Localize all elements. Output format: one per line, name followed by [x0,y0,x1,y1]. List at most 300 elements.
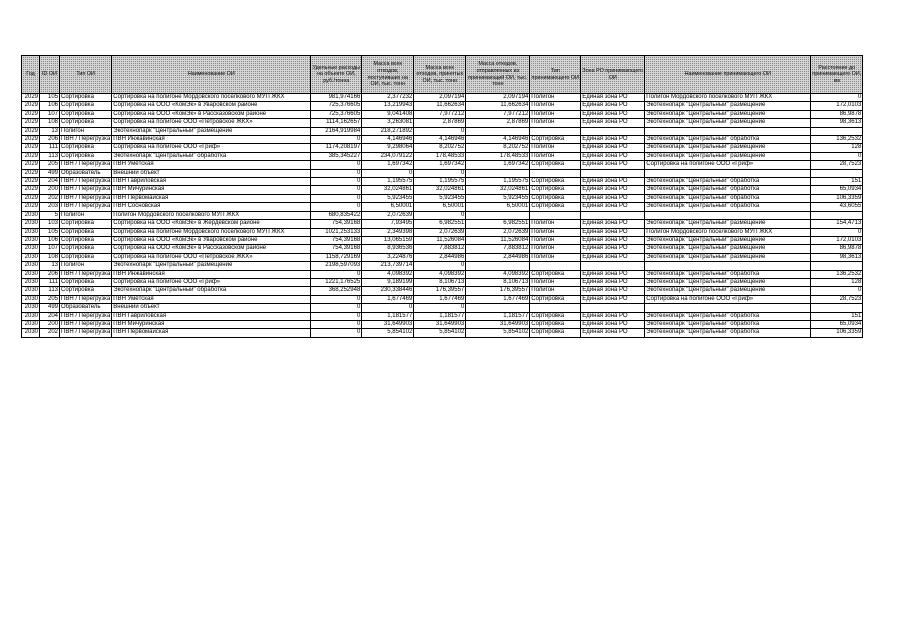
cell-distance: 86,9878 [811,110,863,118]
table-row [22,329,863,337]
cell-unit-cost: 0 [311,203,362,211]
cell-receiver-type: Полигон [530,220,581,228]
cell-receiver-name: Экотехнопарк "Центральный" размещение [645,152,811,160]
cell-receiver-name: Экотехнопарк "Центральный" размещение [645,144,811,152]
table-row [22,211,863,219]
cell-distance: 128 [811,278,863,286]
cell-year: 2030 [22,304,40,312]
cell-receiver-type [530,169,581,177]
cell-mass-sent: 1,195575 [466,178,530,186]
cell-mass-accepted: 176,39557 [414,287,466,295]
table-row [22,245,863,253]
cell-mass-accepted: 5,854102 [414,329,466,337]
cell-receiver-zone [581,127,645,135]
cell-distance: 28,7523 [811,295,863,303]
cell-year: 2029 [22,94,40,102]
cell-year: 2029 [22,136,40,144]
cell-year: 2029 [22,119,40,127]
cell-distance: 151 [811,312,863,320]
col-header-mass-accepted: Масса всех отходов, принятых ОИ, тыс. тонн [414,56,466,94]
cell-id: 107 [40,245,60,253]
cell-type: Сортировка [60,228,112,236]
cell-receiver-type: Полигон [530,228,581,236]
cell-mass-accepted: 6,982551 [414,220,466,228]
col-header-receiver-type: Тип принимающего ОИ [530,56,581,94]
cell-unit-cost: 0 [311,329,362,337]
cell-name: Полигон Мордовского поселкового МУП ЖКХ [112,211,311,219]
cell-year: 2030 [22,329,40,337]
cell-mass-sent [466,304,530,312]
cell-mass-sent: 7,977212 [466,110,530,118]
cell-receiver-zone: Единая зона РО [581,178,645,186]
cell-id: 205 [40,295,60,303]
cell-receiver-type: Полигон [530,110,581,118]
table-row [22,278,863,286]
cell-type: Сортировка [60,287,112,295]
cell-mass-sent: 2,87869 [466,119,530,127]
cell-unit-cost: 0 [311,295,362,303]
cell-receiver-type: Полигон [530,119,581,127]
cell-mass-sent: 2,844986 [466,253,530,261]
cell-distance: 151 [811,178,863,186]
cell-name: Сортировка на ООО «КомЭк» в Уваровском районе [112,102,311,110]
cell-mass-sent: 11,526084 [466,236,530,244]
cell-mass-sent: 178,48533 [466,152,530,160]
table-row [22,320,863,328]
col-header-mass-sent: Масса отходов, отправленных из принимающий ОИ, тыс. тонн [466,56,530,94]
cell-receiver-type: Полигон [530,253,581,261]
cell-receiver-name: Экотехнопарк "Центральный" обработка [645,329,811,337]
cell-receiver-zone: Единая зона РО [581,228,645,236]
cell-unit-cost: 754,39168 [311,245,362,253]
cell-year: 2029 [22,127,40,135]
cell-name: ПВН Инжавинская [112,270,311,278]
cell-id: 13 [40,127,60,135]
cell-type: Сортировка [60,102,112,110]
cell-mass-received: 1,181577 [362,312,414,320]
cell-distance [811,304,863,312]
cell-mass-received: 213,739714 [362,262,414,270]
cell-receiver-type [530,211,581,219]
cell-receiver-type: Сортировка [530,320,581,328]
cell-unit-cost: 0 [311,304,362,312]
cell-distance: 154,4713 [811,220,863,228]
cell-distance: 172,0103 [811,236,863,244]
cell-mass-received: 1,195575 [362,178,414,186]
cell-mass-accepted: 0 [414,127,466,135]
cell-receiver-type: Сортировка [530,136,581,144]
cell-mass-received: 13,219943 [362,102,414,110]
cell-mass-received: 9,298064 [362,144,414,152]
cell-receiver-type [530,262,581,270]
cell-distance: 98,3613 [811,253,863,261]
table-row [22,186,863,194]
cell-mass-received: 230,338446 [362,287,414,295]
cell-mass-accepted: 0 [414,169,466,177]
cell-mass-accepted: 178,48533 [414,152,466,160]
table-row [22,220,863,228]
cell-type: Сортировка [60,236,112,244]
cell-distance: 28,7523 [811,161,863,169]
cell-mass-received: 2,072639 [362,211,414,219]
cell-year: 2030 [22,245,40,253]
cell-distance: 65,0934 [811,186,863,194]
cell-receiver-name: Экотехнопарк "Центральный" обработка [645,270,811,278]
cell-receiver-type: Полигон [530,152,581,160]
col-header-id: ID ОИ [40,56,60,94]
cell-receiver-name: Полигон Мордовского поселкового МУП ЖКХ [645,94,811,102]
cell-year: 2030 [22,312,40,320]
cell-receiver-type: Полигон [530,94,581,102]
cell-unit-cost: 1174,208197 [311,144,362,152]
cell-name: ПВН Умётская [112,161,311,169]
cell-id: 200 [40,186,60,194]
cell-mass-sent [466,211,530,219]
cell-mass-sent: 6,50001 [466,203,530,211]
cell-year: 2030 [22,295,40,303]
cell-unit-cost: 0 [311,161,362,169]
cell-mass-received: 0 [362,304,414,312]
cell-type: Сортировка [60,94,112,102]
cell-receiver-type: Полигон [530,287,581,295]
cell-id: 5 [40,211,60,219]
cell-mass-sent: 31,649903 [466,320,530,328]
cell-distance: 0 [811,287,863,295]
cell-receiver-name: Экотехнопарк "Центральный" размещение [645,287,811,295]
cell-id: 202 [40,329,60,337]
cell-mass-received: 234,079122 [362,152,414,160]
cell-mass-sent: 2,072639 [466,228,530,236]
cell-mass-accepted: 7,977212 [414,110,466,118]
cell-name: Экотехнопарк "Центральный" обработка [112,152,311,160]
cell-id: 13 [40,262,60,270]
cell-receiver-zone: Единая зона РО [581,236,645,244]
cell-name: Сортировка на полигоне ООО «Петровское ЖКХ» [112,119,311,127]
cell-receiver-name [645,169,811,177]
cell-type: Образователь [60,304,112,312]
cell-mass-sent: 6,982551 [466,220,530,228]
cell-mass-sent: 1,181577 [466,312,530,320]
cell-receiver-zone: Единая зона РО [581,144,645,152]
cell-mass-sent: 1,697342 [466,161,530,169]
cell-unit-cost: 725,376605 [311,102,362,110]
cell-distance: 65,0934 [811,320,863,328]
cell-mass-accepted: 2,072639 [414,228,466,236]
cell-mass-received: 218,271892 [362,127,414,135]
cell-receiver-zone: Единая зона РО [581,136,645,144]
cell-receiver-zone [581,262,645,270]
cell-type: ПВН / Перегрузка [61,194,111,201]
cell-receiver-zone: Единая зона РО [581,119,645,127]
cell-receiver-type [530,127,581,135]
cell-name: ПВН Гавриловская [112,312,311,320]
cell-mass-received: 5,923455 [362,194,414,202]
table-row [22,144,863,152]
table-row [22,161,863,169]
cell-receiver-name: Экотехнопарк "Центральный" обработка [645,178,811,186]
cell-receiver-name [645,211,811,219]
cell-mass-received: 9,189199 [362,278,414,286]
cell-year: 2030 [22,220,40,228]
cell-mass-received: 9,041408 [362,110,414,118]
cell-unit-cost: 385,345227 [311,152,362,160]
cell-mass-accepted: 0 [414,304,466,312]
cell-mass-sent: 11,662634 [466,102,530,110]
table-row [22,169,863,177]
cell-name: ПВН Первомайская [112,194,311,202]
cell-id: 106 [40,236,60,244]
table-row [22,203,863,211]
cell-mass-accepted: 1,677469 [414,295,466,303]
cell-mass-sent: 8,202752 [466,144,530,152]
cell-year: 2029 [22,178,40,186]
cell-mass-received: 1,677469 [362,295,414,303]
cell-type: ПВН / Перегрузка [61,178,111,185]
cell-receiver-name: Сортировка на полигоне ООО «Гриф» [645,295,811,303]
cell-mass-sent: 8,106713 [466,278,530,286]
cell-id: 107 [40,110,60,118]
cell-unit-cost: 0 [311,312,362,320]
cell-type: Образователь [60,169,112,177]
cell-name: Сортировка на полигоне Мордовского поселкового МУП ЖКХ [112,94,311,102]
cell-name: Сортировка на полигоне ООО «Гриф» [112,144,311,152]
cell-receiver-name: Полигон Мордовского поселкового МУП ЖКХ [645,228,811,236]
cell-id: 204 [40,312,60,320]
cell-receiver-type: Сортировка [530,194,581,202]
cell-mass-received: 6,50001 [362,203,414,211]
cell-name: ПВН Инжавинская [112,136,311,144]
cell-receiver-name: Экотехнопарк "Центральный" размещение [645,110,811,118]
cell-distance [811,262,863,270]
cell-receiver-zone: Единая зона РО [581,94,645,102]
cell-distance: 106,3359 [811,194,863,202]
col-header-mass-received: Масса всех отходов, поступивших на ОИ, тыс. тонн [362,56,414,94]
cell-mass-received: 2,377232 [362,94,414,102]
cell-year: 2030 [22,320,40,328]
cell-distance: 0 [811,152,863,160]
cell-unit-cost: 1114,162657 [311,119,362,127]
cell-name: Сортировка на ООО «КомЭк» в Рассказовском районе [112,245,311,253]
cell-mass-received: 13,065159 [362,236,414,244]
cell-mass-received: 2,349398 [362,228,414,236]
cell-year: 2029 [22,169,40,177]
cell-unit-cost: 0 [311,270,362,278]
cell-receiver-type: Сортировка [530,312,581,320]
col-header-receiver-zone: Зона РО принимающего ОИ [581,56,645,94]
cell-receiver-zone: Единая зона РО [581,102,645,110]
cell-type: Сортировка [60,253,112,261]
cell-name: Сортировка на ООО «КомЭк» в Уваровском районе [112,236,311,244]
cell-name: Сортировка на ООО «КомЭк» в Рассказовском районе [112,110,311,118]
cell-receiver-type: Сортировка [530,203,581,211]
cell-receiver-type: Полигон [530,236,581,244]
cell-year: 2029 [22,102,40,110]
cell-receiver-zone: Единая зона РО [581,203,645,211]
cell-name: ПВН Гавриловская [112,178,311,186]
cell-distance: 0 [811,228,863,236]
cell-unit-cost: 754,39168 [311,220,362,228]
cell-year: 2029 [22,161,40,169]
cell-unit-cost: 1158,729169 [311,253,362,261]
cell-mass-accepted: 11,526084 [414,236,466,244]
cell-receiver-type: Полигон [530,245,581,253]
cell-receiver-name: Экотехнопарк "Центральный" обработка [645,320,811,328]
cell-year: 2030 [22,270,40,278]
cell-mass-accepted: 1,181577 [414,312,466,320]
cell-name: Экотехнопарк "Центральный" размещение [112,127,311,135]
cell-mass-accepted: 1,697342 [414,161,466,169]
cell-receiver-zone: Единая зона РО [581,295,645,303]
cell-receiver-zone: Единая зона РО [581,186,645,194]
cell-type: ПВН / Перегрузка [61,329,111,336]
cell-distance: 106,3359 [811,329,863,337]
cell-year: 2029 [22,110,40,118]
cell-mass-accepted: 1,195575 [414,178,466,186]
cell-receiver-name: Экотехнопарк "Центральный" обработка [645,136,811,144]
cell-receiver-type: Полигон [530,102,581,110]
cell-type: Полигон [60,211,112,219]
cell-id: 206 [40,136,60,144]
cell-mass-accepted: 2,844986 [414,253,466,261]
cell-type: Сортировка [60,278,112,286]
cell-distance: 136,2532 [811,136,863,144]
cell-distance: 86,9878 [811,245,863,253]
cell-year: 2029 [22,194,40,202]
cell-unit-cost: 0 [311,194,362,202]
cell-receiver-zone: Единая зона РО [581,287,645,295]
cell-year: 2030 [22,228,40,236]
table-row [22,102,863,110]
cell-id: 111 [40,144,60,152]
cell-type: ПВН / Перегрузка [61,312,111,319]
table-row [22,110,863,118]
cell-receiver-zone: Единая зона РО [581,278,645,286]
cell-mass-accepted: 6,50001 [414,203,466,211]
cell-id: 205 [40,161,60,169]
cell-type: Сортировка [60,220,112,228]
table-row [22,262,863,270]
cell-name: Сортировка на ООО «КомЭк» в Жердевском районе [112,220,311,228]
cell-unit-cost: 368,252948 [311,287,362,295]
cell-mass-received: 1,697342 [362,161,414,169]
cell-mass-accepted: 8,106713 [414,278,466,286]
cell-type: Сортировка [60,144,112,152]
cell-name: ПВН Мичуринская [112,320,311,328]
header-row [22,56,863,94]
cell-id: 206 [40,270,60,278]
cell-name: Экотехнопарк "Центральный" обработка [112,287,311,295]
cell-mass-accepted: 4,146946 [414,136,466,144]
cell-type: ПВН / Перегрузка [61,136,111,143]
cell-receiver-name: Экотехнопарк "Центральный" обработка [645,186,811,194]
table-row [22,270,863,278]
table-row [22,127,863,135]
cell-mass-sent: 7,883812 [466,245,530,253]
cell-type: Сортировка [60,152,112,160]
cell-receiver-type: Сортировка [530,329,581,337]
cell-mass-received: 7,93495 [362,220,414,228]
col-header-distance: Расстояние до принимающего ОИ, км [811,56,863,94]
cell-type: Сортировка [60,245,112,253]
cell-mass-accepted: 11,662634 [414,102,466,110]
cell-mass-sent: 5,923455 [466,194,530,202]
cell-receiver-zone [581,211,645,219]
table-row [22,304,863,312]
cell-unit-cost: 1221,176525 [311,278,362,286]
cell-id: 106 [40,102,60,110]
cell-receiver-zone: Единая зона РО [581,161,645,169]
cell-receiver-type: Сортировка [530,161,581,169]
table-row [22,236,863,244]
table-row [22,295,863,303]
cell-name: ПВН Сосновская [112,203,311,211]
cell-receiver-name [645,127,811,135]
cell-type: Сортировка [60,110,112,118]
cell-receiver-type: Сортировка [530,178,581,186]
cell-mass-sent [466,262,530,270]
cell-name: ПВН Мичуринская [112,186,311,194]
cell-distance: 172,0103 [811,102,863,110]
cell-receiver-type: Сортировка [530,186,581,194]
cell-mass-accepted: 31,649903 [414,320,466,328]
cell-mass-received: 8,936536 [362,245,414,253]
cell-year: 2030 [22,211,40,219]
cell-mass-accepted: 0 [414,262,466,270]
cell-mass-accepted: 2,87869 [414,119,466,127]
cell-id: 111 [40,278,60,286]
cell-mass-received: 3,224876 [362,253,414,261]
cell-year: 2030 [22,236,40,244]
col-header-unit-cost: Удельные расходы на объекте ОИ, руб./тонна [311,56,362,94]
cell-id: 113 [40,287,60,295]
cell-year: 2030 [22,287,40,295]
cell-receiver-type [530,304,581,312]
cell-mass-accepted: 0 [414,211,466,219]
cell-year: 2029 [22,152,40,160]
cell-receiver-zone [581,169,645,177]
table-row [22,152,863,160]
cell-receiver-name: Экотехнопарк "Центральный" размещение [645,245,811,253]
cell-mass-received: 31,649903 [362,320,414,328]
table-row [22,178,863,186]
table-row [22,228,863,236]
cell-mass-sent: 4,146946 [466,136,530,144]
cell-id: 499 [40,169,60,177]
cell-unit-cost: 0 [311,178,362,186]
cell-unit-cost: 1021,253133 [311,228,362,236]
cell-mass-accepted: 4,098392 [414,270,466,278]
cell-receiver-zone: Единая зона РО [581,110,645,118]
cell-mass-accepted: 2,097194 [414,94,466,102]
cell-unit-cost: 981,974166 [311,94,362,102]
cell-id: 103 [40,220,60,228]
cell-unit-cost: 2164,919984 [311,127,362,135]
table-row [22,194,863,202]
cell-id: 499 [40,304,60,312]
cell-mass-sent: 2,097194 [466,94,530,102]
cell-type: ПВН / Перегрузка [61,161,111,168]
cell-mass-sent [466,169,530,177]
table-row [22,253,863,261]
cell-receiver-name: Экотехнопарк "Центральный" обработка [645,194,811,202]
cell-year: 2030 [22,278,40,286]
cell-receiver-zone: Единая зона РО [581,253,645,261]
cell-receiver-zone: Единая зона РО [581,270,645,278]
cell-name: Сортировка на полигоне Мордовского поселкового МУП ЖКХ [112,228,311,236]
cell-receiver-name: Экотехнопарк "Центральный" размещение [645,220,811,228]
cell-receiver-name: Экотехнопарк "Центральный" обработка [645,203,811,211]
cell-mass-accepted: 32,024861 [414,186,466,194]
